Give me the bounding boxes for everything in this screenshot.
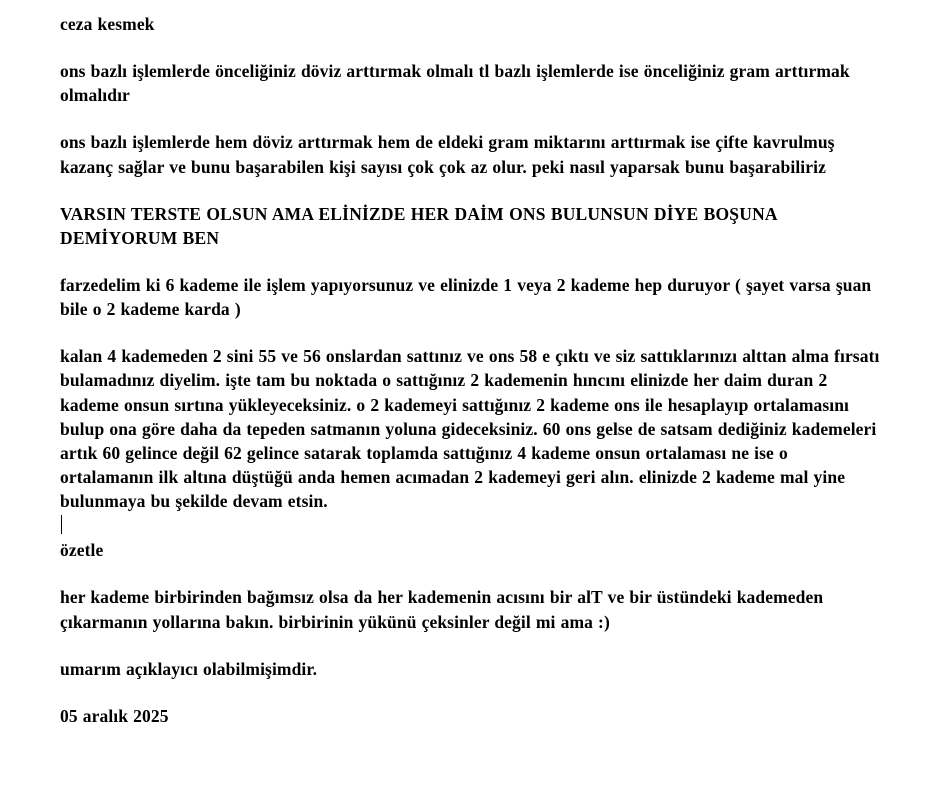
paragraph-cifte-kavrulmus: ons bazlı işlemlerde hem döviz arttırmak hem de eldeki gram miktarını arttırmak ise çifte kavrulmuş kazanç sağlar ve bunu başarabilen kişi sayısı çok çok az olur. peki nasıl yaparsak bunu başarabiliriz: [60, 132, 835, 177]
text-cursor-line[interactable]: [60, 515, 883, 537]
paragraph-kademe-detail: kalan 4 kademeden 2 sini 55 ve 56 onslardan sattınız ve ons 58 e çıktı ve siz sattıklarınızı alttan alma fırsatı bulamadınız diyelim. işte tam bu noktada o sattığınız 2 kademenin hıncını elinizde her daim duran 2 kademe onsun sırtına yükleyeceksiniz. o 2 kademeyi sattığınız 2 kademe ons ile hesaplayıp ortalamasını bulup ona göre daha da tepeden satmanın yoluna gideceksiniz. 60 ons gelse de satsam dediğiniz kademeleri artık 60 gelince değil 62 gelince satarak toplamda sattığınız 4 kademe onsun ortalaması ne ise o ortalamanın ilk altına düştüğü anda hemen acımadan 2 kademeyi geri alın. elinizde 2 kademe mal yine bulunmaya bu şekilde devam etsin.: [60, 346, 880, 512]
paragraph-closing: umarım açıklayıcı olabilmişimdir.: [60, 658, 318, 679]
paragraph-date: 05 aralık 2025: [60, 705, 169, 726]
paragraph-ceza-kesmek: ceza kesmek: [60, 14, 155, 34]
paragraph-oncelik: ons bazlı işlemlerde önceliğiniz döviz arttırmak olmalı tl bazlı işlemlerde ise önceliğiniz gram arttırmak olmalıdır: [60, 61, 850, 106]
paragraph-farzedelim: farzedelim ki 6 kademe ile işlem yapıyorsunuz ve elinizde 1 veya 2 kademe hep duruyor ( şayet varsa şuan bile o 2 kademe karda ): [60, 274, 872, 320]
paragraph-uppercase-statement: VARSIN TERSTE OLSUN AMA ELİNİZDE HER DAİM ONS BULUNSUN DİYE BOŞUNA DEMİYORUM BEN: [60, 203, 777, 248]
paragraph-summary: her kademe birbirinden bağımsız olsa da her kademenin acısını bir alT ve bir üstündeki kademeden çıkarmanın yollarına bakın. birbirinin yükünü çeksinler değil mi ama :): [60, 587, 824, 632]
paragraph-ozetle: özetle: [60, 540, 104, 561]
text-caret: [61, 515, 62, 534]
